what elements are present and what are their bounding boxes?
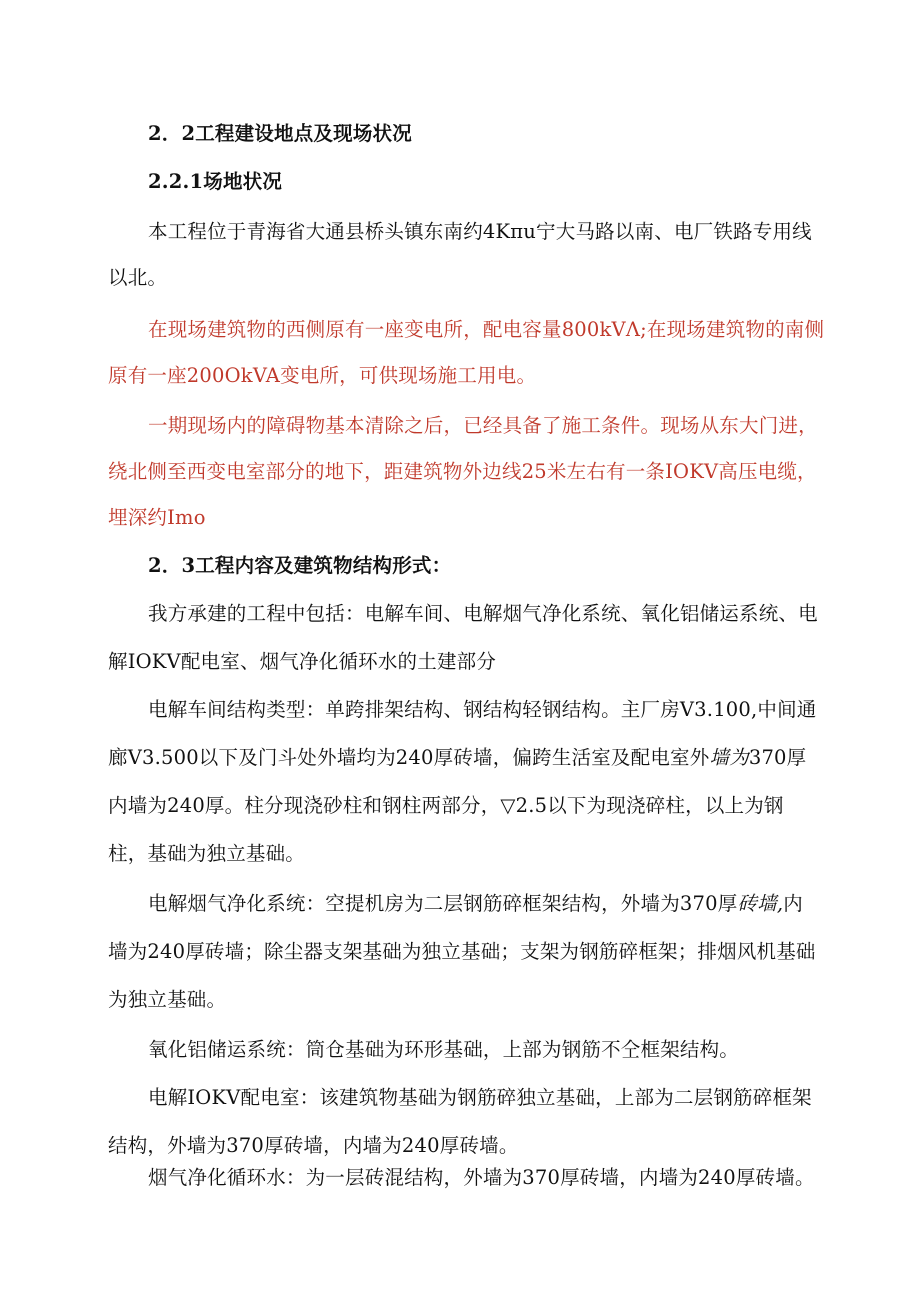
heading-2-2-1: 2.2.1场地状况 xyxy=(148,170,283,193)
fume-line-1-part-c: 内 xyxy=(783,892,803,915)
fume-line-1-part-a: 电解烟气净化系统：空提机房为二层钢筋碎框架结构，外墙为370厚 xyxy=(148,892,738,915)
obstacle-paragraph-line-1: 一期现场内的障碍物基本清除之后，已经具备了施工条件。现场从东大门进， xyxy=(148,414,818,437)
workshop-line-2-part-a: 廊V3.500以下及门斗处外墙均为240厚砖墙，偏跨生活室及配电室外 xyxy=(108,746,710,769)
site-paragraph-line-2: 以北。 xyxy=(108,266,168,289)
obstacle-paragraph-line-3: 埋深约Imo xyxy=(108,506,206,529)
workshop-paragraph-line-4: 柱，基础为独立基础。 xyxy=(108,842,306,865)
workshop-line-2-part-b: 墙为 xyxy=(709,746,749,769)
fume-paragraph-line-3: 为独立基础。 xyxy=(108,988,227,1011)
alumina-paragraph-line-1: 氧化铝储运系统：筒仓基础为环形基础，上部为钢筋不仝框架结构。 xyxy=(148,1038,740,1061)
workshop-paragraph-line-2 xyxy=(108,746,806,770)
power-paragraph-line-2: 原有一座200OkVA变电所，可供现场施工用电。 xyxy=(108,364,537,387)
fume-line-1-part-b: 砖墙, xyxy=(737,892,784,915)
obstacle-paragraph-line-2: 绕北侧至西变电室部分的地下，距建筑物外边线25米左右有一条IOKV高压电缆， xyxy=(108,460,817,483)
fume-paragraph-line-2: 墙为240厚砖墙；除尘器支架基础为独立基础；支架为钢筋碎框架；排烟风机基础 xyxy=(108,940,816,963)
heading-2-3: 2．3工程内容及建筑物结构形式： xyxy=(148,554,452,577)
water-paragraph-line-1: 烟气净化循环水：为一层砖混结构，外墙为370厚砖墙，内墙为240厚砖墙。 xyxy=(148,1166,815,1189)
workshop-line-2-part-c: 370厚 xyxy=(748,746,807,769)
scope-paragraph-line-1: 我方承建的工程中包括：电解车间、电解烟气净化系统、氧化铝储运系统、电 xyxy=(148,602,818,625)
substation-paragraph-line-1: 电解IOKV配电室：该建筑物基础为钢筋碎独立基础，上部为二层钢筋碎框架 xyxy=(148,1086,812,1109)
fume-paragraph-line-1 xyxy=(148,892,803,916)
substation-paragraph-line-2: 结构，外墙为370厚砖墙，内墙为240厚砖墙。 xyxy=(108,1134,519,1157)
workshop-paragraph-line-1: 电解车间结构类型：单跨排架结构、钢结构轻钢结构。主厂房V3.100,中间通 xyxy=(148,698,817,721)
power-paragraph-line-1: 在现场建筑物的西侧原有一座变电所，配电容量800kVΛ;在现场建筑物的南侧 xyxy=(148,318,825,341)
heading-2-2: 2．2工程建设地点及现场状况 xyxy=(148,122,412,145)
scope-paragraph-line-2: 解IOKV配电室、烟气净化循环水的土建部分 xyxy=(108,650,497,673)
workshop-paragraph-line-3: 内墙为240厚。柱分现浇砂柱和钢柱两部分，▽2.5以下为现浇碎柱，以上为钢 xyxy=(108,794,784,817)
site-paragraph-line-1: 本工程位于青海省大通县桥头镇东南约4Kπu宁大马路以南、电厂铁路专用线 xyxy=(148,220,812,243)
